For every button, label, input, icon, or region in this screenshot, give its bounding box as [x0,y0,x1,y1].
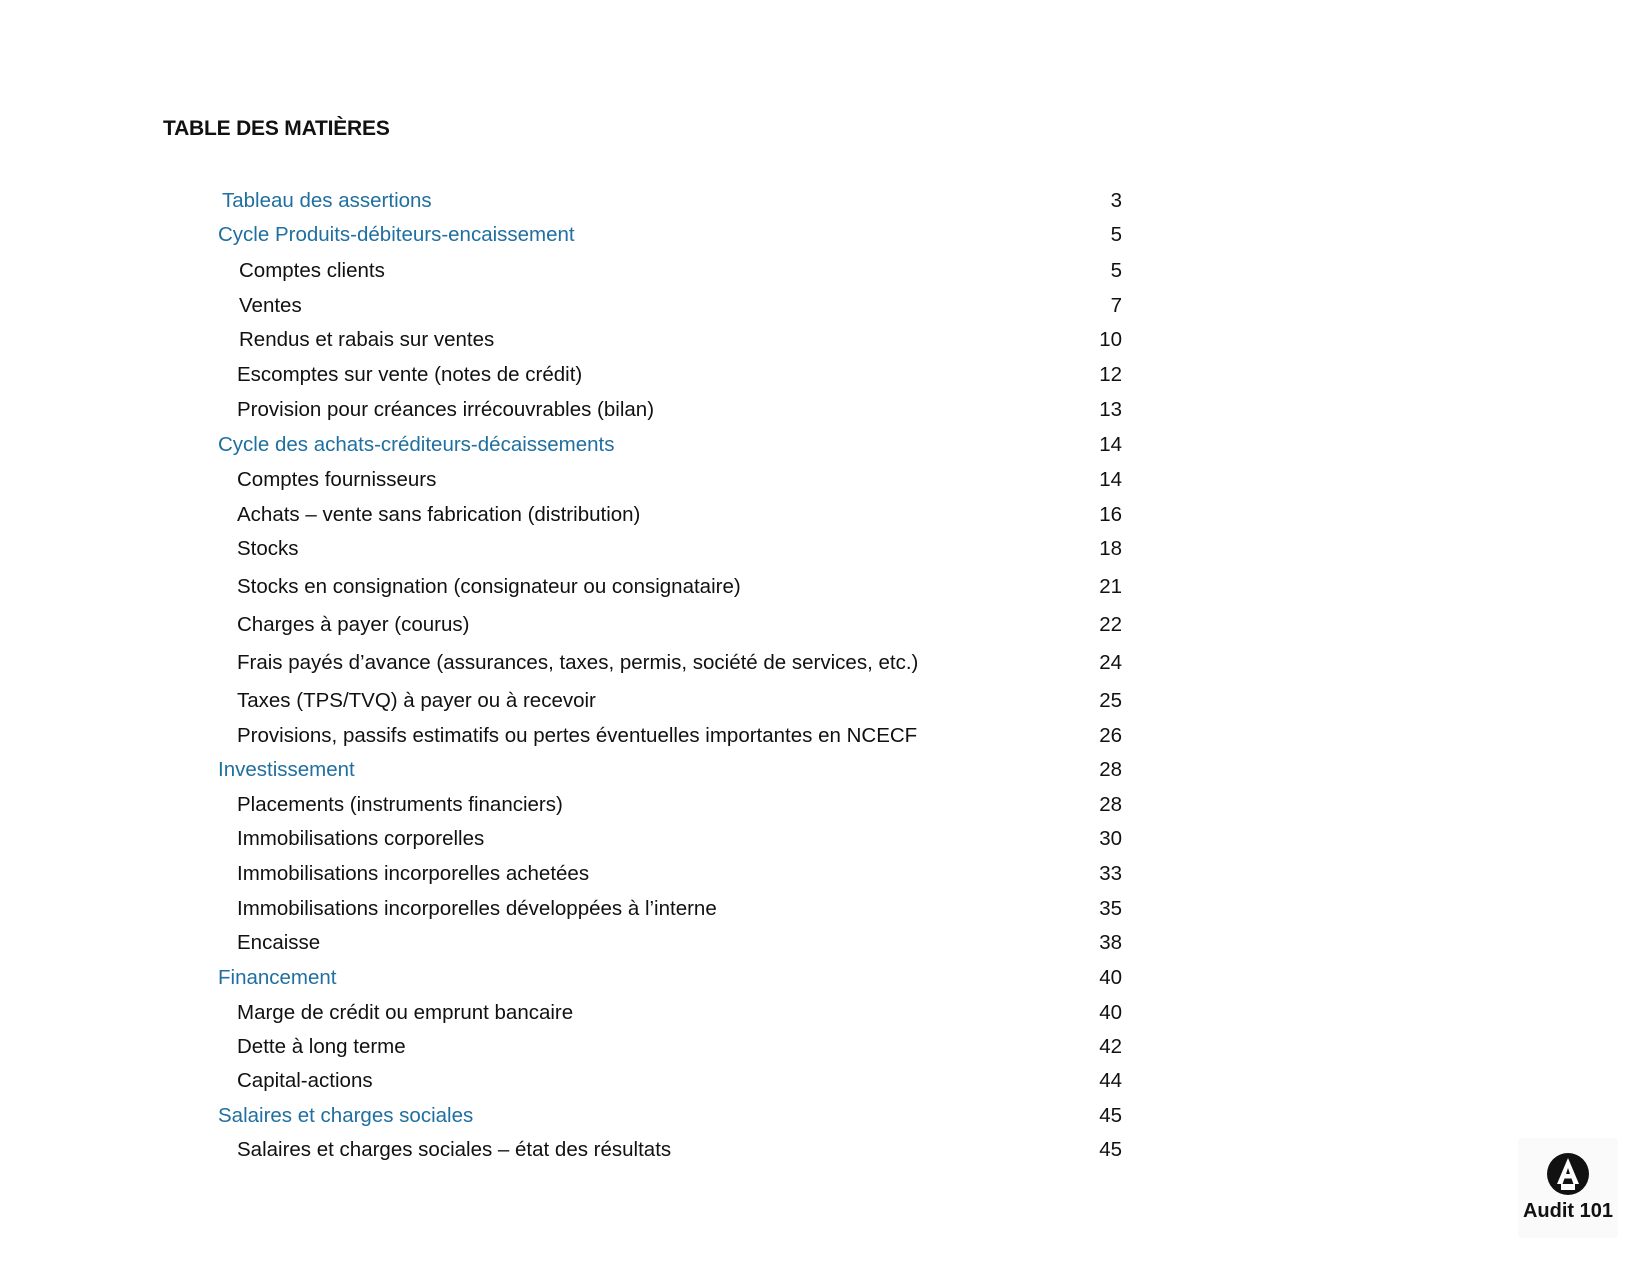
toc-subentry[interactable] [0,500,1130,530]
toc-entry-label: Cycle Produits-débiteurs-encaissement [218,223,575,246]
toc-page-number: 24 [1099,651,1122,674]
toc-entry-label: Immobilisations incorporelles développées à l’interne [237,897,717,920]
toc-section-entry[interactable] [0,1101,1130,1131]
toc-page-number: 3 [1110,189,1122,212]
toc-page-number: 38 [1099,931,1122,954]
toc-subentry[interactable] [0,465,1130,495]
toc-entry-label: Cycle des achats-créditeurs-décaissements [218,433,615,456]
logo-text: Audit 101 [1522,1200,1614,1222]
toc-section-entry[interactable] [0,963,1130,993]
toc-subentry[interactable] [0,1135,1130,1165]
toc-entry-label: Salaires et charges sociales – état des résultats [237,1138,672,1161]
toc-subentry[interactable] [0,1066,1130,1096]
toc-entry-label: Stocks en consignation (consignateur ou consignataire) [237,575,741,598]
toc-section-entry[interactable] [0,430,1130,460]
toc-entry-label: Comptes fournisseurs [237,468,437,491]
toc-subentry[interactable] [0,686,1130,716]
toc-entry-label: Achats – vente sans fabrication (distribution) [237,503,641,526]
toc-subentry[interactable] [0,998,1130,1028]
toc-page-number: 30 [1099,827,1122,850]
toc-page-number: 42 [1099,1035,1122,1058]
toc-subentry[interactable] [0,360,1130,390]
audit-101-logo-icon [1518,1138,1618,1238]
toc-subentry[interactable] [0,395,1130,425]
toc-page-number: 45 [1099,1104,1122,1127]
toc-page-number: 10 [1099,328,1122,351]
toc-subentry[interactable] [0,291,1130,321]
toc-page-number: 40 [1099,966,1122,989]
toc-subentry[interactable] [0,721,1130,751]
toc-page-number: 14 [1099,433,1122,456]
toc-subentry[interactable] [0,325,1130,355]
toc-subentry[interactable] [0,790,1130,820]
toc-subentry[interactable] [0,256,1130,286]
toc-page-number: 28 [1099,793,1122,816]
toc-entry-label: Tableau des assertions [222,189,432,212]
toc-page-number: 5 [1110,259,1122,282]
toc-entry-label: Provisions, passifs estimatifs ou pertes éventuelles importantes en NCECF [237,724,918,747]
toc-page-number: 5 [1110,223,1122,246]
toc-entry-label: Immobilisations corporelles [237,827,485,850]
toc-entry-label: Provision pour créances irrécouvrables (bilan) [237,398,655,421]
toc-entry-label: Salaires et charges sociales [218,1104,474,1127]
toc-section-entry[interactable] [0,755,1130,785]
toc-entry-label: Dette à long terme [237,1035,406,1058]
toc-page-number: 26 [1099,724,1122,747]
toc-page-number: 18 [1099,537,1122,560]
toc-subentry[interactable] [0,572,1130,602]
toc-section-entry[interactable] [0,186,1130,216]
toc-entry-label: Marge de crédit ou emprunt bancaire [237,1001,574,1024]
toc-page-number: 14 [1099,468,1122,491]
toc-page-number: 22 [1099,613,1122,636]
toc-page-number: 40 [1099,1001,1122,1024]
toc-entry-label: Comptes clients [239,259,385,282]
toc-page-number: 45 [1099,1138,1122,1161]
toc-entry-label: Charges à payer (courus) [237,613,470,636]
toc-section-entry[interactable] [0,220,1130,250]
toc-page-number: 13 [1099,398,1122,421]
toc-page-number: 25 [1099,689,1122,712]
toc-entry-label: Capital-actions [237,1069,373,1092]
toc-heading: TABLE DES MATIÈRES [163,117,390,140]
toc-entry-label: Immobilisations incorporelles achetées [237,862,590,885]
toc-subentry[interactable] [0,859,1130,889]
toc-entry-label: Taxes (TPS/TVQ) à payer ou à recevoir [237,689,596,712]
toc-page-number: 44 [1099,1069,1122,1092]
toc-page-number: 7 [1110,294,1122,317]
toc-page-number: 16 [1099,503,1122,526]
toc-subentry[interactable] [0,610,1130,640]
toc-entry-label: Financement [218,966,337,989]
toc-page-number: 21 [1099,575,1122,598]
toc-entry-label: Escomptes sur vente (notes de crédit) [237,363,583,386]
audit-101-logo [1518,1138,1618,1238]
toc-page-number: 33 [1099,862,1122,885]
toc-subentry[interactable] [0,534,1130,564]
toc-subentry[interactable] [0,648,1130,678]
toc-page-number: 28 [1099,758,1122,781]
toc-entry-label: Encaisse [237,931,321,954]
toc-subentry[interactable] [0,894,1130,924]
toc-entry-label: Investissement [218,758,355,781]
toc-entry-label: Frais payés d’avance (assurances, taxes, permis, société de services, etc.) [237,651,919,674]
toc-subentry[interactable] [0,1032,1130,1062]
toc-entry-label: Stocks [237,537,299,560]
toc-subentry[interactable] [0,928,1130,958]
toc-page-number: 12 [1099,363,1122,386]
toc-entry-label: Placements (instruments financiers) [237,793,563,816]
toc-entry-label: Rendus et rabais sur ventes [239,328,495,351]
toc-entry-label: Ventes [239,294,302,317]
toc-page-number: 35 [1099,897,1122,920]
toc-subentry[interactable] [0,824,1130,854]
